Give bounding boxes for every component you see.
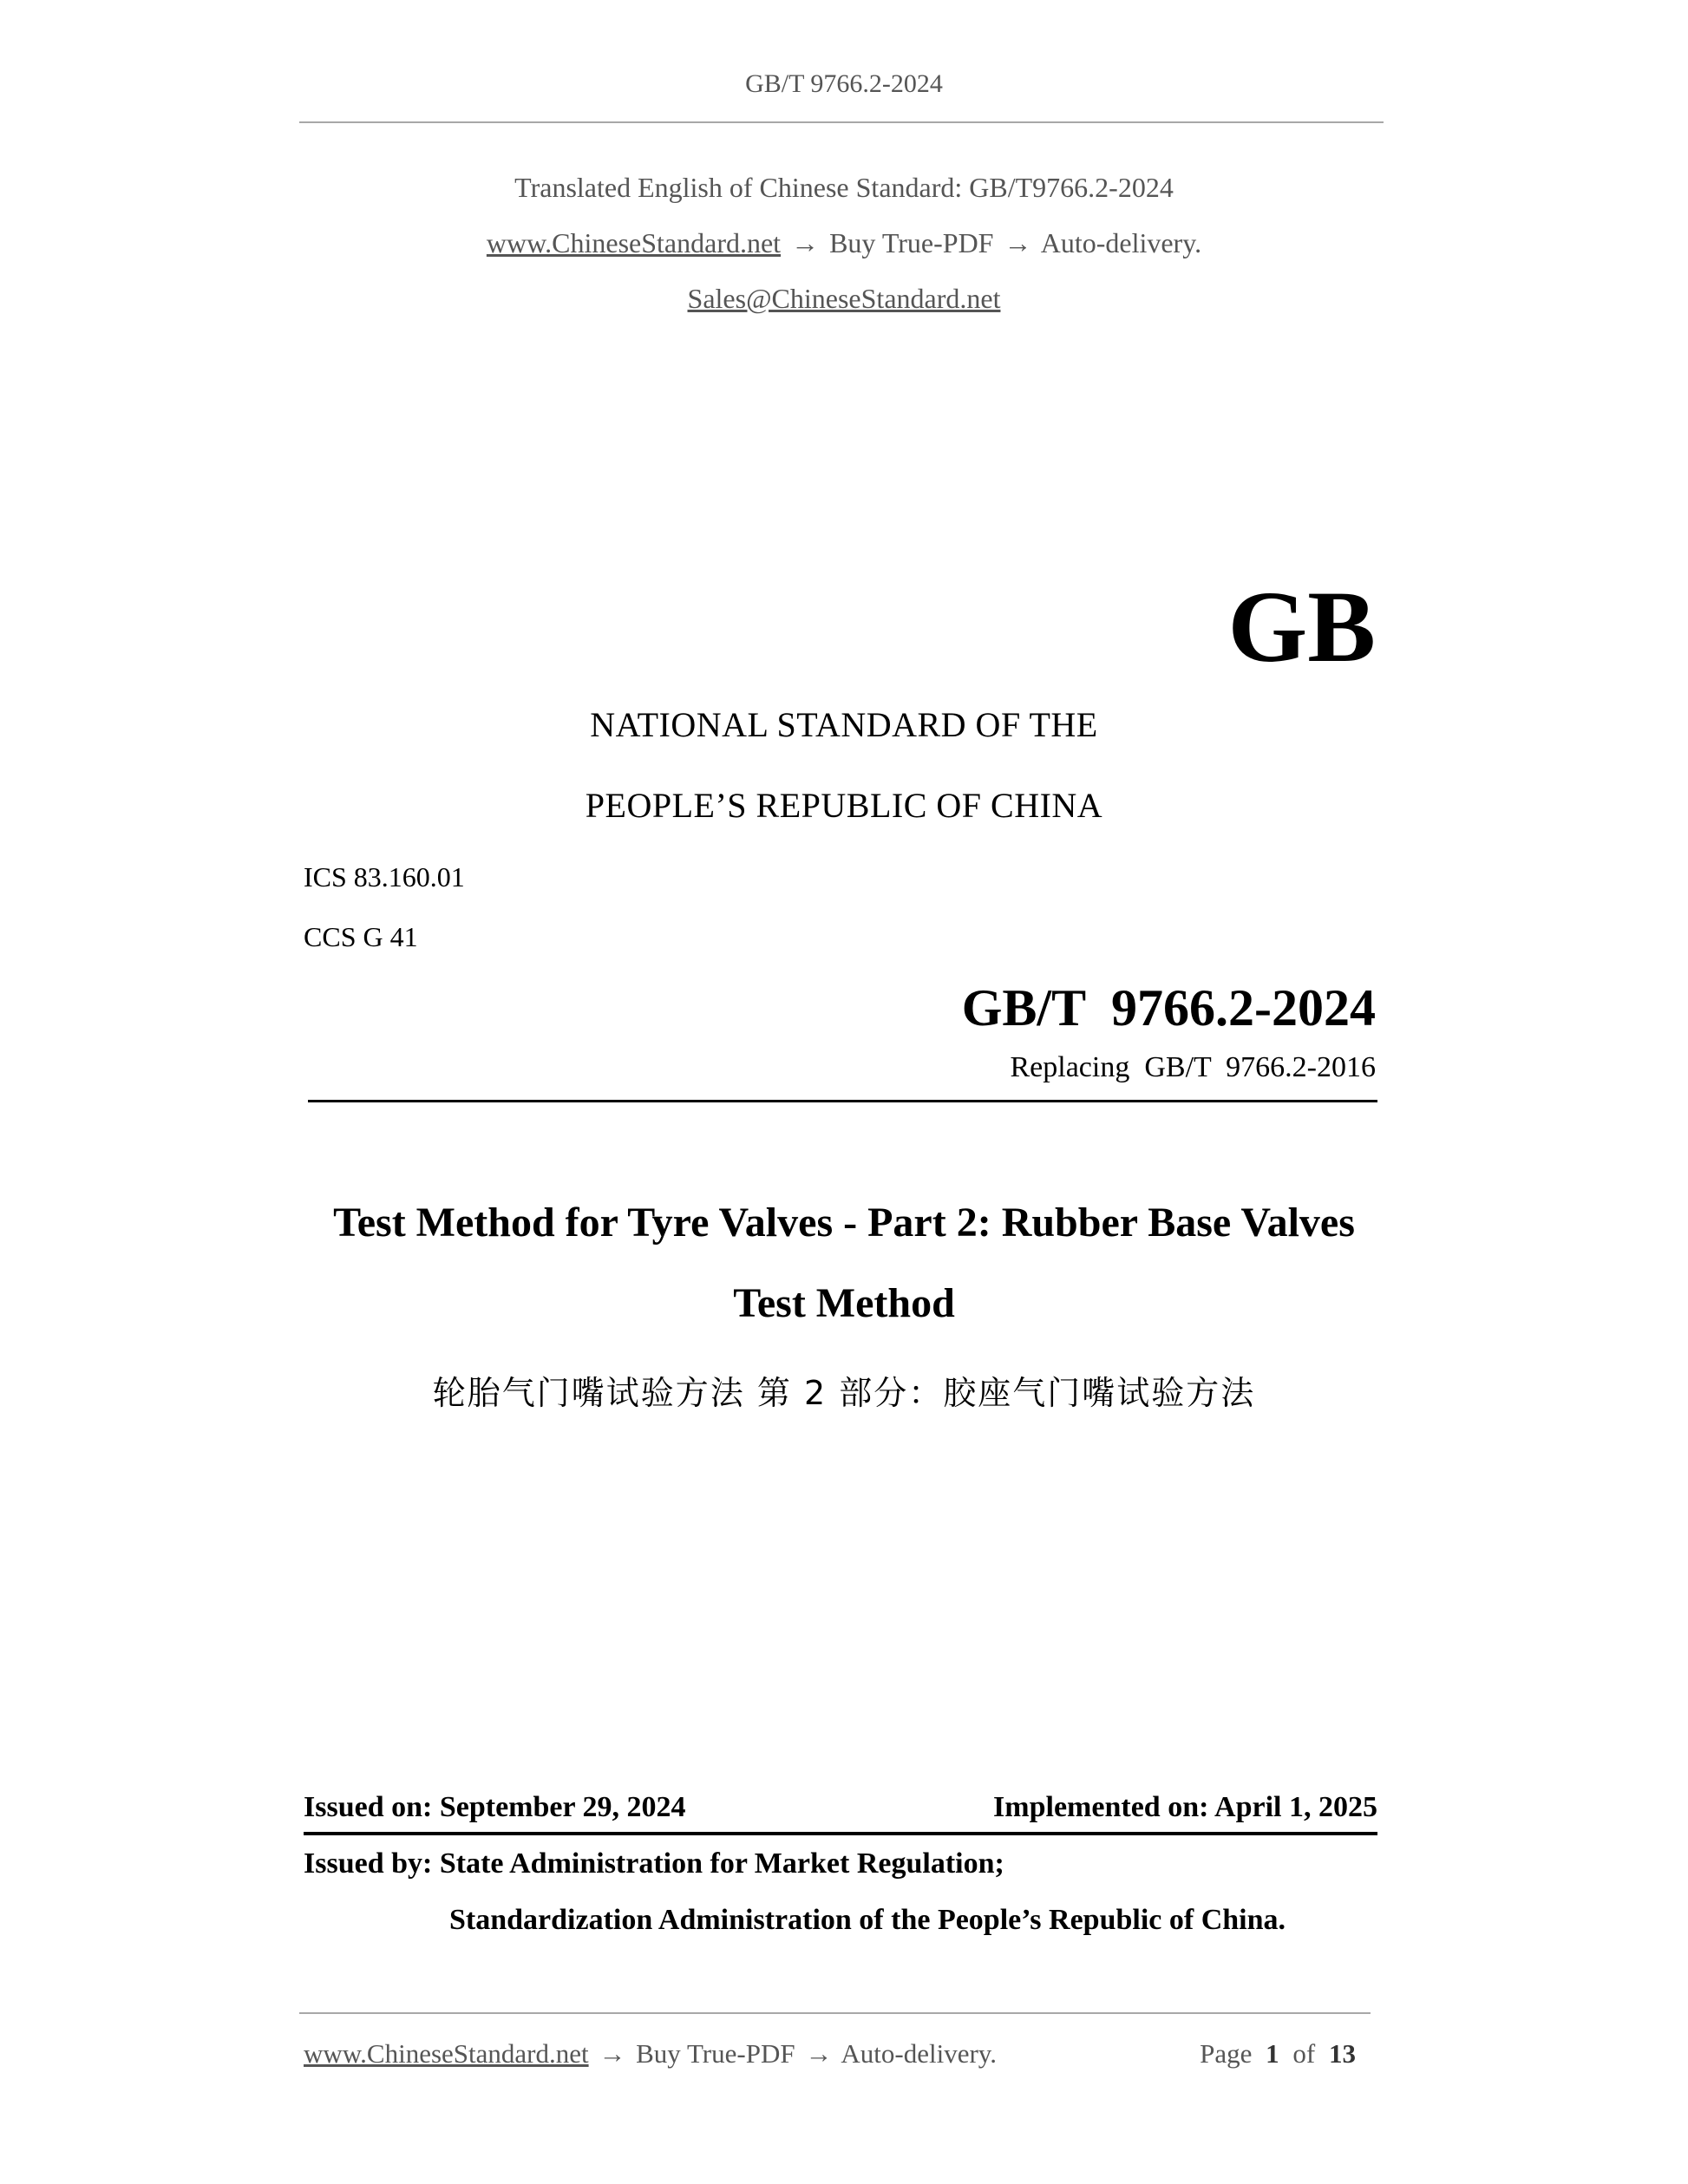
document-title-line1: Test Method for Tyre Valves - Part 2: Rubber Base Valves [333,1200,1355,1246]
document-title-line2: Test Method [733,1280,955,1326]
sales-email-link[interactable]: Sales@ChineseStandard.net [687,283,1001,314]
buy-true-pdf-text: Buy True-PDF [829,227,994,258]
site-link[interactable]: www.ChineseStandard.net [486,227,782,258]
issued-by-line2: Standardization Administration of the People’s Republic of China. [449,1904,1286,1936]
footer-delivery-text: Auto-delivery. [841,2038,998,2069]
issued-by-line1: Issued by: State Administration for Market Regulation; [304,1847,1004,1880]
footer-buy-text: Buy True-PDF [636,2038,795,2069]
translated-notice: Translated English of Chinese Standard: GB/T9766.2-2024 [514,172,1174,203]
header-divider [299,121,1384,123]
implemented-on-date: Implemented on: April 1, 2025 [993,1791,1377,1823]
promo-line [0,227,1688,259]
footer-promo [304,2038,997,2070]
arrow-right-icon: → [805,2038,833,2069]
footer-divider [299,2012,1371,2014]
auto-delivery-text: Auto-delivery. [1040,227,1202,258]
national-standard-line2: PEOPLE’S REPUBLIC OF CHINA [585,786,1103,825]
issue-divider [304,1832,1377,1835]
page-current: 1 [1266,2038,1279,2069]
ics-code: ICS 83.160.01 [304,861,465,893]
page-label: Page [1200,2038,1253,2069]
page-of-label: of [1292,2038,1316,2069]
arrow-right-icon: → [599,2038,626,2069]
issued-on-date: Issued on: September 29, 2024 [304,1791,686,1823]
ccs-code: CCS G 41 [304,921,418,952]
title-divider [308,1100,1377,1102]
running-header-title: GB/T 9766.2-2024 [745,69,943,98]
gb-logo: GB [1227,570,1376,683]
footer-site-link[interactable]: www.ChineseStandard.net [304,2038,589,2069]
page-total: 13 [1329,2038,1356,2069]
issue-dates-row [304,1791,1377,1824]
replacing-standard: Replacing GB/T 9766.2-2016 [1010,1051,1376,1083]
page-indicator [1200,2038,1363,2070]
arrow-right-icon: → [791,227,820,258]
standard-number: GB/T 9766.2-2024 [961,979,1376,1036]
arrow-right-icon: → [1004,227,1032,258]
chinese-title: 轮胎气门嘴试验方法 第 2 部分：胶座气门嘴试验方法 [432,1374,1256,1412]
email-line [0,283,1688,315]
national-standard-line1: NATIONAL STANDARD OF THE [590,705,1098,744]
